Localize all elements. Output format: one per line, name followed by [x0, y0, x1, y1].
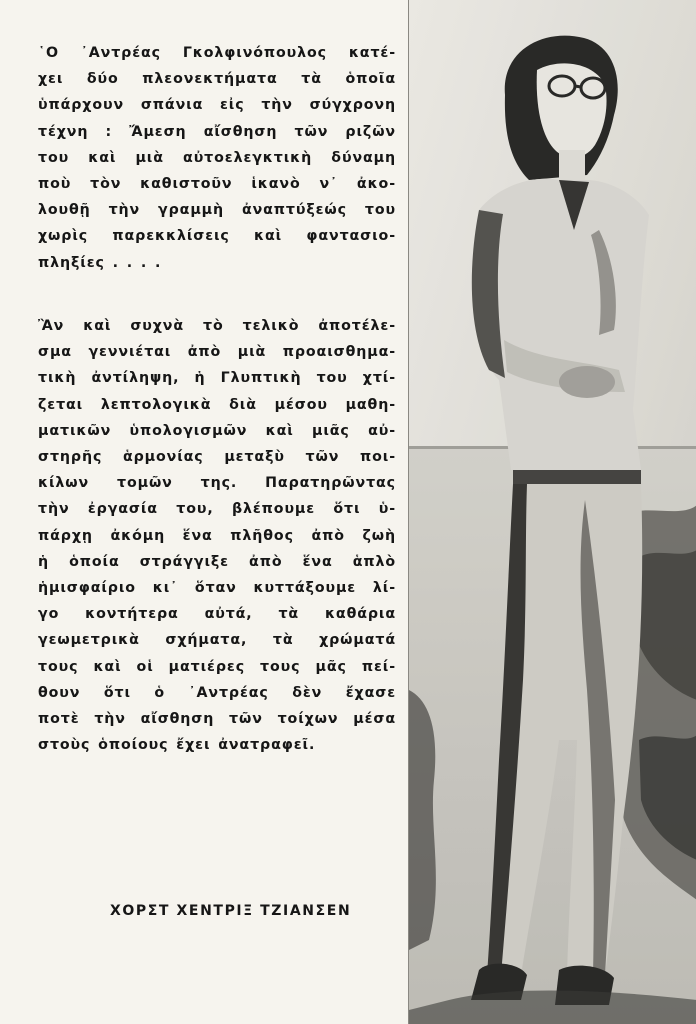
text-line: θουν ὅτι ὁ ᾿Αντρέας δὲν ἔχασε	[38, 684, 396, 701]
author-signature: ΧΟΡΣΤ ΧΕΝΤΡΙΞ ΤΖΙΑΝΣΕΝ	[110, 903, 352, 919]
text-line: σμα γεννιέται ἀπὸ μιὰ προαισθημα-	[38, 344, 396, 361]
text-line: ποὺ τὸν καθιστοῦν ἱκανὸ ν᾿ ἀκο-	[38, 176, 396, 193]
text-line: ἡμισφαίριο κι᾿ ὅταν κυττάξουμε λί-	[38, 580, 396, 597]
text-line: τὴν ἐργασία του, βλέπουμε ὅτι ὑ-	[38, 501, 396, 518]
text-line: Ἂν καὶ συχνὰ τὸ τελικὸ ἀποτέλε-	[38, 318, 396, 334]
text-line: ἡ ὁποία στράγγιξε ἀπὸ ἕνα ἁπλὸ	[38, 553, 396, 570]
text-line: ζεται λεπτολογικὰ διὰ μέσου μαθη-	[38, 396, 396, 413]
text-line: στηρῆς ἁρμονίας μεταξὺ τῶν ποι-	[38, 449, 396, 466]
text-line: ῾Ο ᾿Αντρέας Γκολφινόπουλος κατέ-	[38, 45, 396, 61]
text-line: ὑπάρχουν σπάνια εἰς τὴν σύγχρονη	[38, 97, 396, 114]
text-line: τικὴ ἀντίληψη, ἡ Γλυπτικὴ του χτί-	[38, 370, 396, 387]
text-line: ποτὲ τὴν αἴσθηση τῶν τοίχων μέσα	[38, 711, 396, 728]
text-line: χει δύο πλεονεκτήματα τὰ ὁποῖα	[38, 71, 396, 88]
text-line: τους καὶ οἱ ματιέρες τους μᾶς πεί-	[38, 658, 396, 675]
text-line: στοὺς ὁποίους ἔχει ἀνατραφεῖ.	[38, 737, 316, 754]
text-line: κίλων τομῶν της. Παρατηρῶντας	[38, 475, 396, 492]
paragraph-2	[38, 313, 396, 758]
portrait-photo-icon	[409, 0, 696, 1024]
text-line: πληξίες . . . .	[38, 254, 162, 271]
portrait-photo	[408, 0, 696, 1024]
text-line: του καὶ μιὰ αὐτοελεγκτικὴ δύναμη	[38, 149, 396, 166]
text-line: γο κοντήτερα αὐτά, τὰ καθάρια	[38, 606, 396, 623]
text-line: τέχνη : Ἄμεση αἴσθηση τῶν ριζῶν	[38, 123, 396, 140]
text-line: λουθῇ τὴν γραμμὴ ἀναπτύξεώς του	[38, 202, 396, 219]
text-line: γεωμετρικὰ σχήματα, τὰ χρώματά	[38, 632, 396, 649]
text-line: πάρχῃ ἀκόμη ἕνα πλῆθος ἀπὸ ζωὴ	[38, 527, 396, 544]
paragraph-1	[38, 40, 396, 276]
text-line: ματικῶν ὑπολογισμῶν καὶ μιᾶς αὐ-	[38, 422, 396, 439]
text-line: χωρὶς παρεκκλίσεις καὶ φαντασιο-	[38, 228, 396, 245]
